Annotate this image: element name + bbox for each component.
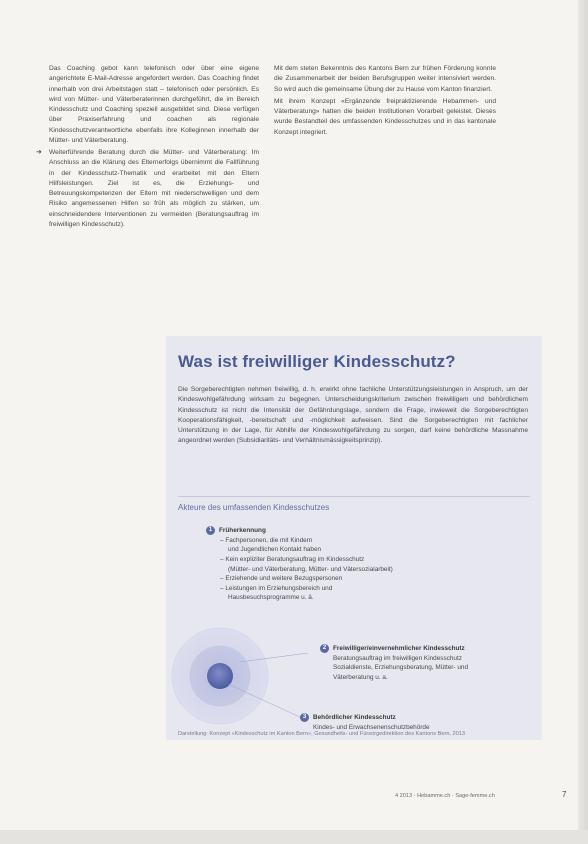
actor-voluntary-protection <box>320 644 520 683</box>
actor-heading: Behördlicher Kindesschutz <box>313 714 396 722</box>
page-footer: 4 2013 · Hebamme.ch · Sage-femme.ch <box>395 793 495 799</box>
arrow-bullet-icon: ➜ <box>36 149 42 156</box>
actor-detail-line: – Leistungen im Erziehungsbereich und <box>220 584 333 592</box>
actor-detail-line: Väterberatung u. a. <box>333 673 388 681</box>
actors-subtitle: Akteure des umfassenden Kindesschutzes <box>178 503 330 512</box>
actor-number-badge: 2 <box>320 644 329 653</box>
info-box-divider <box>178 496 530 497</box>
info-box-title: Was ist freiwilliger Kindesschutz? <box>178 352 456 371</box>
actor-detail-line: (Mütter- und Väterberatung, Mütter- und Vätersozialarbeit) <box>228 565 393 573</box>
actor-detail-line: und Jugendlichen Kontakt haben <box>228 546 322 554</box>
page-number: 7 <box>562 790 567 799</box>
right-column <box>274 64 496 140</box>
info-box-body: Die Sorgeberechtigten nehmen freiwillig, d. h. erwirkt ohne fachliche Unterstützungsleistungen in Anspruch, um der Kindeswohlgefährdung wirksam zu begegnen. Unterscheidungskriterium zwischen freiwilligem und behördlichem Kindesschutz ist nicht die Intensität der Gefährdungslage, sondern die Frage, inwieweit die Sorgeberechtigten Kooperationsfähigkeit, -bereitschaft und -möglichkeit aufweisen. Sind die Sorgeberechtigten mit fachlicher Unterstützung in der Lage, für Abhilfe der Kindeswohlgefährdung zu sorgen, darf keine behördliche Massnahme angeordnet werden (Subsidiaritäts- und Verhältnismässigkeitsprinzip). <box>178 386 528 445</box>
actor-heading: Freiwilliger/einvernehmlicher Kindesschutz <box>333 645 465 653</box>
actor-number-badge: 1 <box>206 526 215 535</box>
concentric-circles-diagram <box>168 614 308 734</box>
actor-early-detection <box>206 526 406 603</box>
scan-edge <box>578 0 588 844</box>
actor-heading: Früherkennung <box>219 527 266 535</box>
right-paragraph-1: Mit dem steten Bekenntnis des Kantons Bern zur frühen Förderung konnte die Zusammenarbeit der beiden Berufsgruppen weiter intensiviert werden. So wird auch die gemeinsame Übung der zu Hause vom Kanton finanziert. <box>274 65 496 93</box>
left-paragraph-2: Weiterführende Beratung durch die Mütter- und Väterberatung: Im Anschluss an die Klärung des Elternerfolgs übernimmt die Fallführung in der Kindesschutz-Thematik und erarbeitet mit den Eltern Hilfsleistungen. Ziel ist es, die Erziehungs- und Betreuungskompetenzen der Eltern mit niederschwelligen und dem Risiko angemessenen Hilfen so früh als möglich zu stärken, um einschneidendere Interventionen zu vermeiden (Beratungsauftrag im freiwilligen Kindesschutz). <box>49 149 259 228</box>
actor-detail-line: – Kein expliziter Beratungsauftrag im Kindesschutz <box>220 555 365 563</box>
actor-detail-line: Sozialdienste, Erziehungsberatung, Mütter- und <box>333 664 468 672</box>
inner-circle-official-protection <box>207 663 233 689</box>
actor-number-badge: 3 <box>300 713 309 722</box>
diagram-source-note: Darstellung: Konzept «Kindesschutz im Kanton Bern», Gesundheits- und Fürsorgedirektion des Kantons Bern, 2013 <box>178 731 466 737</box>
actor-official-protection <box>300 713 500 732</box>
actor-detail-line: Kindes- und Erwachsenenschutzbehörde <box>313 723 430 731</box>
actor-detail-line: Hausbesuchsprogramme u. ä. <box>228 594 314 602</box>
left-paragraph-1: Das Coaching gebot kann telefonisch oder über eine eigene angerichtete E-Mail-Adresse angefordert werden. Das Coaching findet innerhalb von drei Arbeitstagen statt – telefonisch oder persönlich. Es wird von Mütter- und Väterberaterinnen durchgeführt, die im Bereich Kindesschutz und Coaching speziell ausgebildet sind. Diese verfügen über Praxiserfahrung und coachen als regionale Kindesschutzverantwortliche ebenfalls ihre Kolleginnen innerhalb der Mütter- und Väterberatung. <box>49 65 259 144</box>
left-bullet-paragraph <box>36 148 259 230</box>
actor-detail-line: – Erziehende und weitere Bezugspersonen <box>220 575 343 583</box>
scan-bottom-edge <box>0 830 588 844</box>
left-column <box>36 64 259 232</box>
right-paragraph-2: Mit ihrem Konzept «Ergänzende freipraktizierende Hebammen- und Väterberatung» hatten die beiden Institutionen Vorarbeit geleistet. Dieses wurde Bestandteil des umfassenden Kindesschutzes und in das kantonale Konzept integriert. <box>274 97 496 136</box>
actor-detail-line: – Fachpersonen, die mit Kindern <box>220 536 313 544</box>
actor-detail-line: Beratungsauftrag im freiwilligen Kindesschutz <box>333 654 462 662</box>
